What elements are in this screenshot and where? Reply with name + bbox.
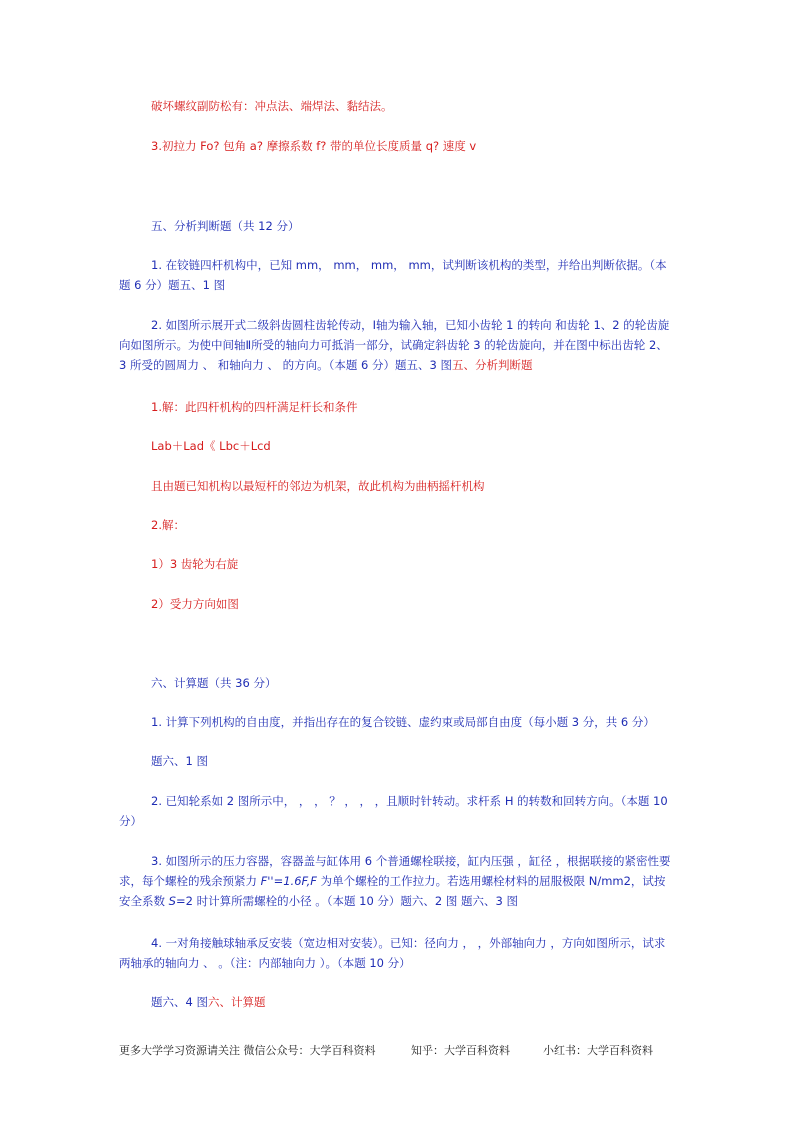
- question-6-3-part-e: =2 时计算所需螺栓的小径 。（本题 10 分）题六、2 图 题六、3 图: [175, 894, 519, 908]
- question-5-2-text: 2. 如图所示展开式二级斜齿圆柱齿轮传动，Ⅰ轴为输入轴，已知小齿轮 1 的转向 和齿轮 1、2 的轮齿旋向如图所示。为使中间轴Ⅱ所受的轴向力可抵消一部分，试确定斜齿轮 3 的轮齿旋向，并在图中标出齿轮 2、3 所受的圆周力 、 和轴向力 、 的方向。（本题 6 分）题五、3 图: [119, 318, 670, 372]
- question-6-3-part-c: 为单个螺栓的工作拉力。若选用螺栓材料的屈服极限 N/mm2，试按安全系数: [119, 874, 666, 908]
- question-5-2: [119, 315, 674, 375]
- answer-1-title: 1.解：此四杆机构的四杆满足杆长和条件: [151, 400, 358, 414]
- figure-6-1-label: 题六、1 图: [151, 754, 208, 768]
- figure-6-4-tail: 六、计算题: [207, 995, 266, 1009]
- answer-2-item-2: 2）受力方向如图: [151, 597, 239, 611]
- question-6-3-part-a: 3. 如图所示的压力容器，容器盖与缸体用 6 个普通螺栓联接，缸内压强 ，缸径 ，根据联接的紧密性要求，每个螺栓的残余预紧力: [119, 854, 671, 888]
- section-six-heading: 六、计算题（共 36 分）: [151, 676, 277, 690]
- question-6-1: 1. 计算下列机构的自由度，并指出存在的复合铰链、虚约束或局部自由度（每小题 3 分，共 6 分）: [151, 715, 655, 729]
- question-6-4: 4. 一对角接触球轴承反安装（宽边相对安装）。已知：径向力 ， ，外部轴向力 ，方向如图所示，试求两轴承的轴向力 、 。（注：内部轴向力 ）。（本题 10 分）: [119, 936, 666, 970]
- question-6-2: 2. 已知轮系如 2 图所示中， ， ， ？ ， ， ，且顺时针转动。求杆系 H 的转数和回转方向。（本题 10 分）: [119, 794, 668, 828]
- figure-6-4-text: 题六、4 图: [151, 995, 208, 1009]
- answer-2-item-1: 1）3 齿轮为右旋: [151, 557, 239, 571]
- answer-1-inequality: Lab＋Lad《 Lbc＋Lcd: [151, 439, 271, 453]
- question-6-3: [119, 851, 674, 911]
- question-5-2-tail: 五、分析判断题: [451, 358, 533, 372]
- footer-wechat: 更多大学学习资源请关注 微信公众号：大学百科资料: [119, 1044, 376, 1057]
- figure-6-4-label: [119, 992, 674, 1012]
- footer-zhihu: 知乎：大学百科资料: [411, 1044, 510, 1057]
- prevention-methods-line: 破坏螺纹副防松有：冲点法、端焊法、黏结法。: [151, 99, 393, 113]
- answer-1-conclusion: 且由题已知机构以最短杆的邻边为机架，故此机构为曲柄摇杆机构: [151, 479, 485, 493]
- question-6-3-formula: F''=1.6F,F: [260, 874, 317, 888]
- question-5-1: 1. 在铰链四杆机构中，已知 mm， mm， mm， mm，试判断该机构的类型，并给出判断依据。（本题 6 分）题五、1 图: [119, 258, 667, 292]
- answer-2-title: 2.解：: [151, 518, 185, 532]
- footer-xiaohongshu: 小红书：大学百科资料: [543, 1044, 653, 1057]
- section-five-heading: 五、分析判断题（共 12 分）: [151, 219, 300, 233]
- question-6-3-safety-symbol: S: [168, 894, 176, 908]
- page-footer: [119, 1042, 679, 1058]
- belt-parameters-line: 3.初拉力 Fo? 包角 a? 摩擦系数 f? 带的单位长度质量 q? 速度 v: [151, 139, 477, 153]
